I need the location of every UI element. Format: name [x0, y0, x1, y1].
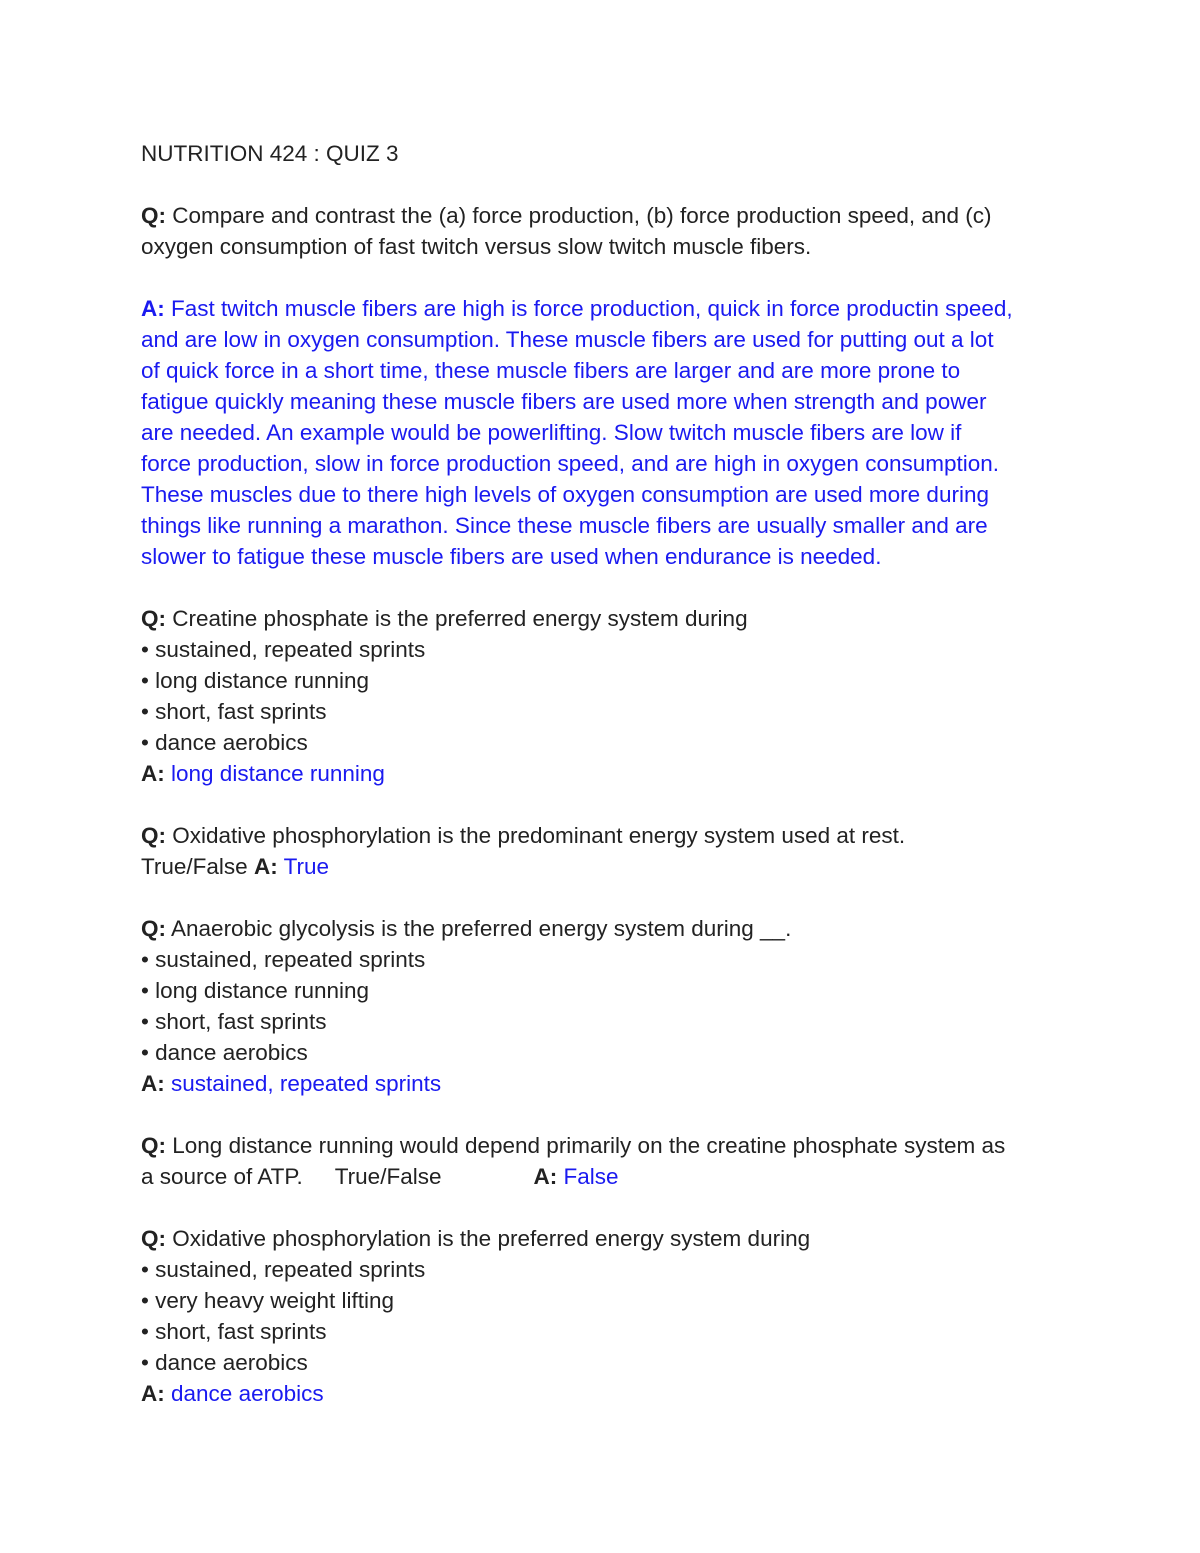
answer-1-text-4: fatigue quickly meaning these muscle fibers are used more when strength and power: [141, 389, 987, 414]
answer-1-text-1: Fast twitch muscle fibers are high is force production, quick in force productin speed,: [171, 296, 1013, 321]
option-item: • short, fast sprints: [141, 1006, 1071, 1037]
answer-1-text-3: of quick force in a short time, these muscle fibers are larger and are more prone to: [141, 358, 961, 383]
page-title: NUTRITION 424 : QUIZ 3: [141, 141, 399, 166]
document-page: [141, 138, 1071, 1440]
question-label: Q:: [141, 606, 166, 631]
answer-5-text: False: [563, 1164, 619, 1189]
option-item: • very heavy weight lifting: [141, 1285, 1071, 1316]
question-5-line-1: [141, 1130, 1071, 1161]
question-4-text: Anaerobic glycolysis is the preferred energy system during __.: [171, 916, 792, 941]
option-item: • long distance running: [141, 665, 1071, 696]
option-item: • short, fast sprints: [141, 696, 1071, 727]
answer-3-text: True: [283, 854, 330, 879]
answer-1-text-6: force production, slow in force production speed, and are high in oxygen consumption.: [141, 451, 1000, 476]
question-label: Q:: [141, 823, 166, 848]
answer-1-text-9: slower to fatigue these muscle fibers are used when endurance is needed.: [141, 544, 882, 569]
question-label: Q:: [141, 1133, 166, 1158]
answer-2-line: [141, 758, 1071, 789]
answer-2-text: long distance running: [171, 761, 385, 786]
answer-1: [141, 293, 1071, 572]
question-5: [141, 1130, 1071, 1192]
question-4-line: [141, 913, 1071, 944]
question-2-line: [141, 603, 1071, 634]
question-3-line: [141, 820, 1071, 851]
answer-label: A:: [253, 854, 278, 879]
question-2-text: Creatine phosphate is the preferred energy system during: [172, 606, 748, 631]
answer-1-text-5: are needed. An example would be powerlifting. Slow twitch muscle fibers are low if: [141, 420, 962, 445]
answer-label: A:: [533, 1164, 558, 1189]
option-item: • sustained, repeated sprints: [141, 1254, 1071, 1285]
question-5-text-1: Long distance running would depend primarily on the creatine phosphate system as: [172, 1133, 1006, 1158]
true-false-label: True/False: [141, 854, 248, 879]
question-6: [141, 1223, 1071, 1409]
answer-1-text-2: and are low in oxygen consumption. These muscle fibers are used for putting out a lot: [141, 327, 994, 352]
question-3: [141, 820, 1071, 882]
answer-6-line: [141, 1378, 1071, 1409]
option-item: • dance aerobics: [141, 1037, 1071, 1068]
answer-4-text: sustained, repeated sprints: [171, 1071, 442, 1096]
question-1: [141, 200, 1071, 262]
option-item: • short, fast sprints: [141, 1316, 1071, 1347]
option-item: • dance aerobics: [141, 727, 1071, 758]
question-label: Q:: [141, 203, 166, 228]
question-label: Q:: [141, 916, 166, 941]
answer-6-text: dance aerobics: [171, 1381, 324, 1406]
question-6-line: [141, 1223, 1071, 1254]
question-4: [141, 913, 1071, 1099]
true-false-label: True/False: [334, 1164, 442, 1189]
answer-label: A:: [141, 296, 165, 321]
answer-label: A:: [141, 761, 165, 786]
answer-1-text-7: These muscles due to there high levels of oxygen consumption are used more during: [141, 482, 989, 507]
answer-label: A:: [141, 1071, 165, 1096]
question-1-text-2: oxygen consumption of fast twitch versus slow twitch muscle fibers.: [141, 234, 812, 259]
question-5-line-2: [141, 1161, 1071, 1192]
question-1-line-1: [141, 200, 1071, 231]
question-label: Q:: [141, 1226, 166, 1251]
answer-1-line-1: [141, 293, 1071, 324]
answer-4-line: [141, 1068, 1071, 1099]
question-6-text: Oxidative phosphorylation is the preferred energy system during: [172, 1226, 811, 1251]
answer-label: A:: [141, 1381, 165, 1406]
option-item: • sustained, repeated sprints: [141, 944, 1071, 975]
option-item: • dance aerobics: [141, 1347, 1071, 1378]
answer-3-line: [141, 851, 1071, 882]
question-3-text: Oxidative phosphorylation is the predominant energy system used at rest.: [172, 823, 906, 848]
answer-1-text-8: things like running a marathon. Since these muscle fibers are usually smaller and are: [141, 513, 988, 538]
option-item: • sustained, repeated sprints: [141, 634, 1071, 665]
question-5-text-2: a source of ATP.: [141, 1164, 303, 1189]
question-1-text-1: Compare and contrast the (a) force production, (b) force production speed, and (c): [172, 203, 992, 228]
option-item: • long distance running: [141, 975, 1071, 1006]
question-2: [141, 603, 1071, 789]
